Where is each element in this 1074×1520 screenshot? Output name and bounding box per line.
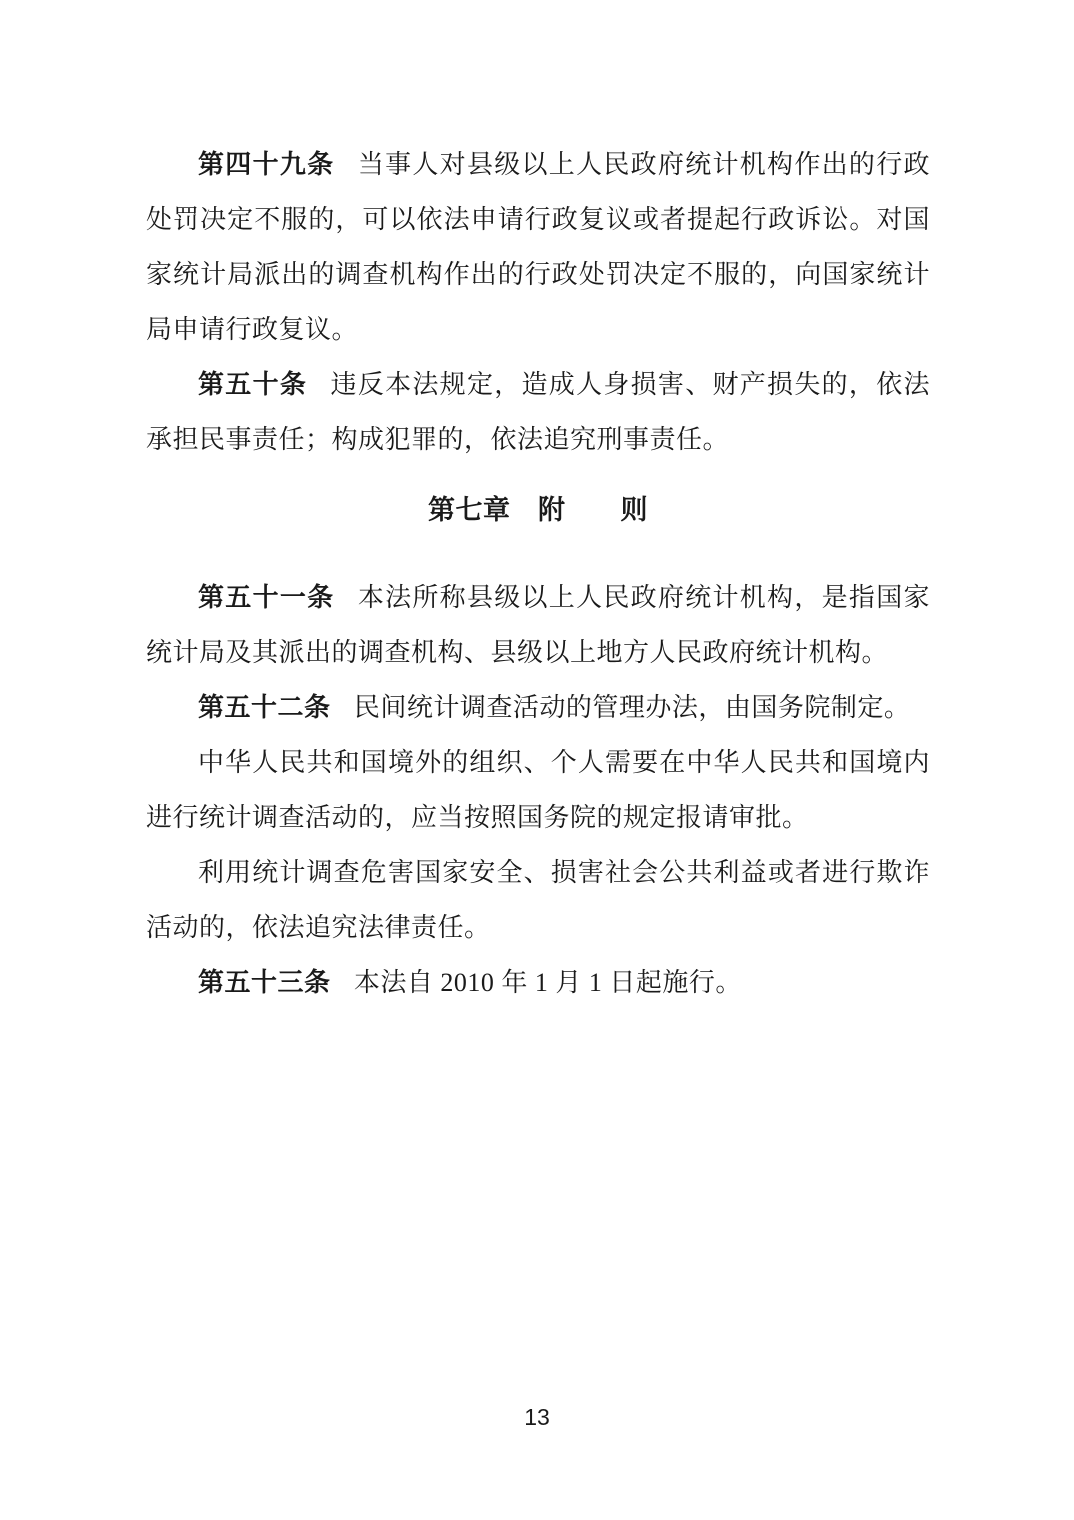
article-50-paragraph [146,357,930,467]
article-52-continuation-paragraph-1 [146,735,930,845]
page-number: 13 [524,1404,550,1430]
article-49-text: 当事人对县级以上人民政府统计机构作出的行政处罚决定不服的，可以依法申请行政复议或者提起行政诉讼。对国家统计局派出的调查机构作出的行政处罚决定不服的，向国家统计局申请行政复议。 [146,150,930,344]
article-53-text: 本法自 2010 年 1 月 1 日起施行。 [353,968,742,997]
article-50-text: 违反本法规定，造成人身损害、财产损失的，依法承担民事责任；构成犯罪的，依法追究刑事责任。 [146,370,930,454]
article-52-number: 第五十二条 [198,692,331,722]
article-50-number: 第五十条 [198,369,308,399]
article-52-continuation-1-text: 中华人民共和国境外的组织、个人需要在中华人民共和国境内进行统计调查活动的，应当按照国务院的规定报请审批。 [146,748,930,832]
article-52-continuation-paragraph-2 [146,845,930,955]
chapter-heading: 第七章 附 则 [428,495,648,525]
article-49-paragraph [146,137,930,357]
article-52-continuation-2-text: 利用统计调查危害国家安全、损害社会公共利益或者进行欺诈活动的，依法追究法律责任。 [146,858,930,942]
article-52-paragraph [146,680,930,735]
article-53-paragraph [146,955,930,1010]
article-51-text: 本法所称县级以上人民政府统计机构，是指国家统计局及其派出的调查机构、县级以上地方人民政府统计机构。 [146,583,930,667]
article-51-paragraph [146,570,930,680]
article-51-number: 第五十一条 [198,582,335,612]
article-53-number: 第五十三条 [198,967,331,997]
document-body [146,137,930,1010]
article-49-number: 第四十九条 [198,149,335,179]
article-52-text: 民间统计调查活动的管理办法，由国务院制定。 [353,693,911,722]
